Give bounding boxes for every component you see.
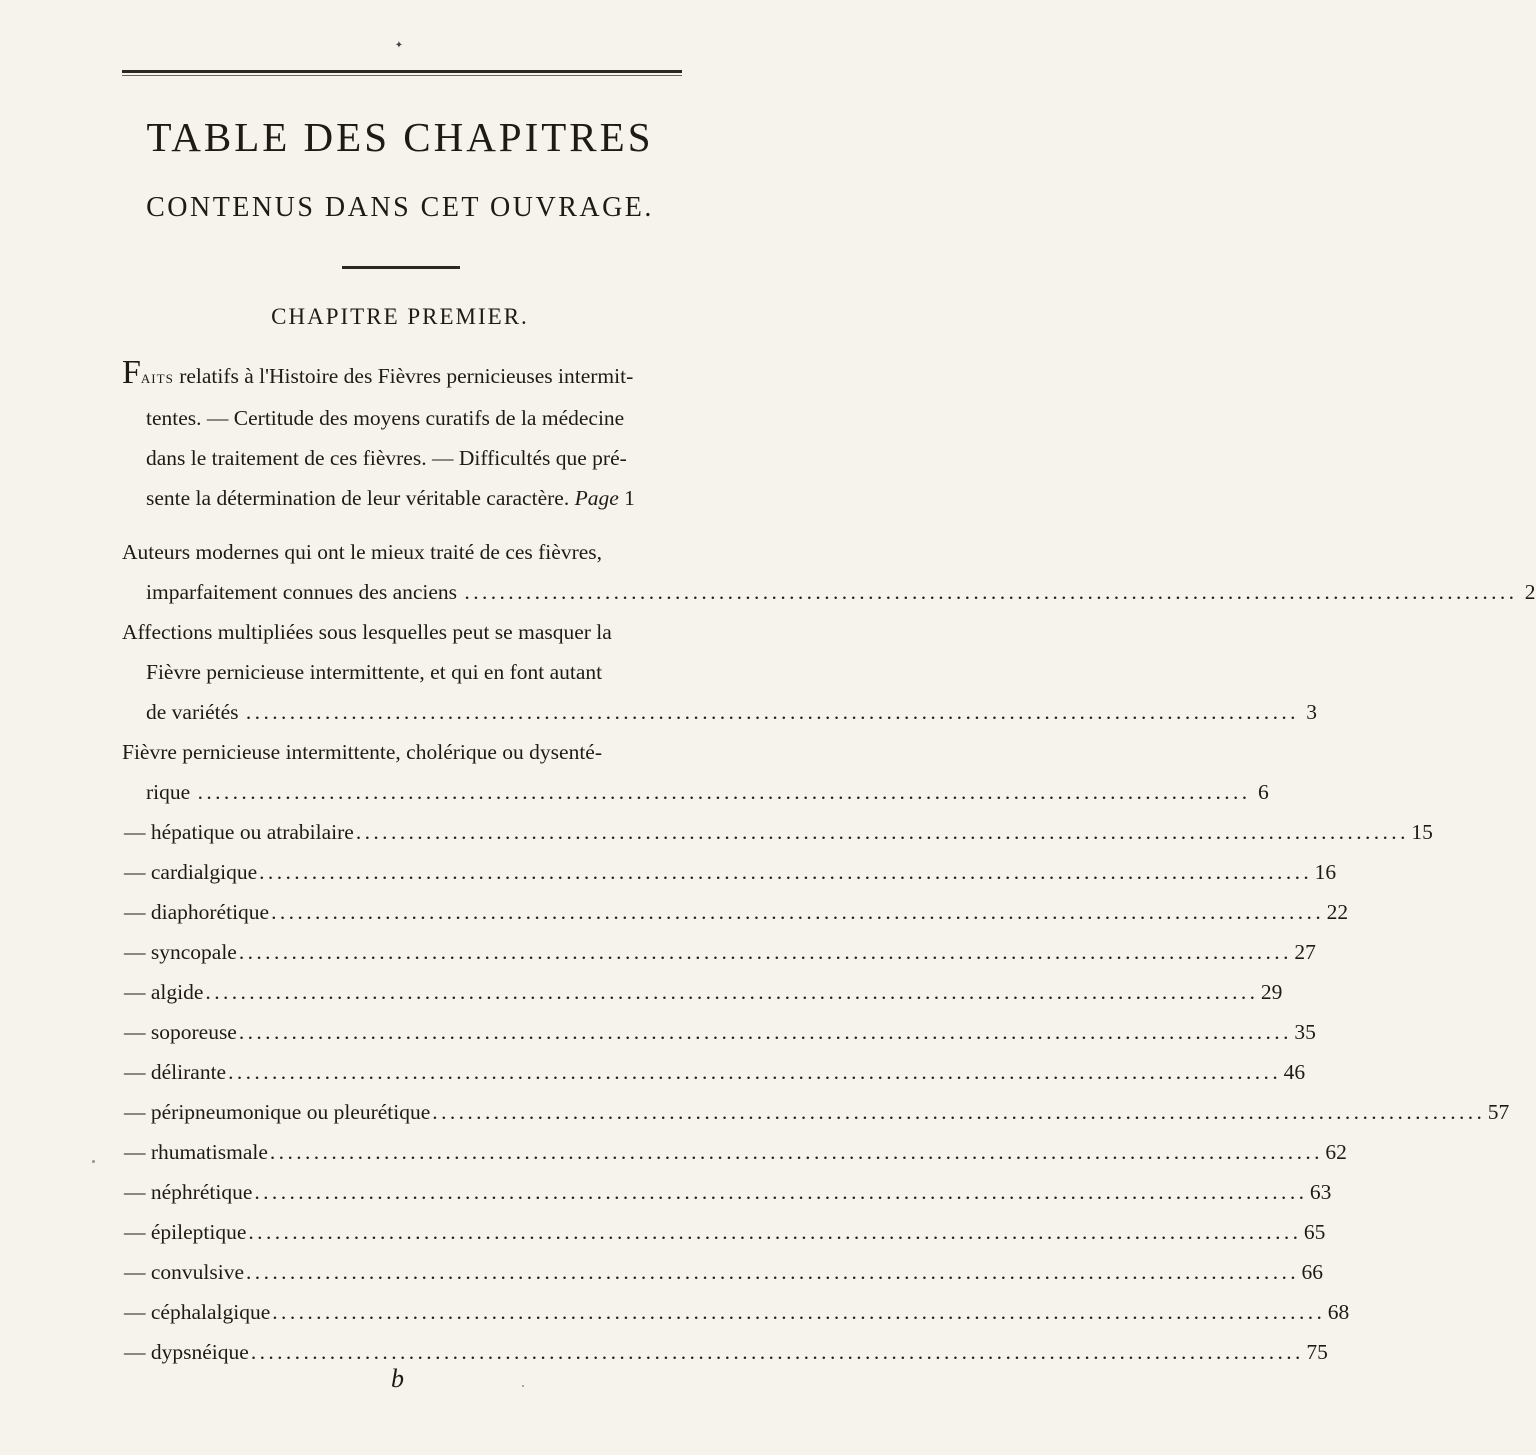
toc-entry [122,732,1269,812]
page-number: 16 [1314,860,1337,884]
page-number: 68 [1327,1300,1350,1324]
dropcap: F [122,354,141,391]
intro-line-4 [122,478,684,518]
leader-dots [464,580,1517,604]
chapter-heading: CHAPITRE PREMIER. [271,304,529,329]
entry-text: de variétés [146,700,239,724]
leader-dots [198,780,1251,804]
subentry-text: — hépatique ou atrabilaire [124,820,354,844]
page-number: 63 [1309,1180,1332,1204]
leader-dots [228,1052,1281,1092]
intro-line-2: tentes. — Certitude des moyens curatifs de la médecine [146,406,625,430]
signature-mark: b [391,1364,404,1393]
toc-subentry [122,1052,1306,1092]
leader-dots [205,972,1258,1012]
entry-text: rique [146,780,191,804]
subentry-text: — délirante [124,1060,227,1084]
intro-line-3: dans le traitement de ces fièvres. — Difficultés que pré- [146,446,627,470]
toc-subentry [122,1132,1347,1172]
page-number: 2 [1524,580,1536,604]
intro-page-number: 1 [624,486,635,510]
entry-text: imparfaitement connues des anciens [146,580,458,604]
toc-entry [122,532,1536,612]
intro-entry [122,356,684,518]
page-number: 35 [1294,1020,1316,1044]
paper-speck [92,1160,95,1163]
subentry-text: — cardialgique [124,860,258,884]
page-number: 22 [1326,900,1349,924]
subentry-text: — syncopale [124,940,237,964]
toc-subentry [122,812,1433,852]
page-number: 3 [1306,700,1318,724]
page-number: 66 [1301,1260,1324,1284]
leader-dots [239,1012,1292,1052]
page-subtitle: CONTENUS DANS CET OUVRAGE. [146,192,654,223]
page-number: 46 [1283,1060,1306,1084]
toc-entry [122,612,1318,732]
leader-dots [239,932,1292,972]
leader-dots [246,700,1299,724]
intro-text-1: relatifs à l'Histoire des Fièvres pernicieuses intermit- [173,364,634,388]
leader-dots [248,1212,1301,1252]
toc-subentry [122,1012,1316,1052]
toc-subentry [122,892,1349,932]
page-number: 27 [1294,940,1316,964]
toc-subentry [122,1212,1326,1252]
page-number: 15 [1411,820,1433,844]
entry-line: Affections multipliées sous lesquelles peut se masquer la [122,620,612,644]
subentry-text: — convulsive [124,1260,245,1284]
intro-line-1 [122,356,684,398]
top-rule-thin [122,75,682,76]
subentry-text: — dypsnéique [124,1340,249,1364]
leader-dots [251,1332,1304,1372]
subentry-text: — céphalalgique [124,1300,271,1324]
subentry-text: — néphrétique [124,1180,253,1204]
entry-line-last [122,692,1318,732]
toc-subentry [122,1092,1510,1132]
subentry-text: — diaphorétique [124,900,270,924]
subentry-text: — péripneumonique ou pleurétique [124,1100,431,1124]
toc-subentry [122,972,1283,1012]
entry-line-last [122,572,1536,612]
leader-dots [432,1092,1485,1132]
entry-line: Fièvre pernicieuse intermittente, et qui en font autant [146,660,603,684]
intro-smallcaps: aits [140,367,174,388]
intro-text-4: sente la détermination de leur véritable caractère. [146,486,570,510]
subentry-text: — algide [124,980,204,1004]
page-number: 75 [1306,1340,1328,1364]
entry-line: Fièvre pernicieuse intermittente, cholérique ou dysenté- [122,740,602,764]
toc-subentry [122,852,1337,892]
subentry-text: — épileptique [124,1220,247,1244]
paper-speck [522,1385,524,1387]
toc-entries [122,532,1536,1372]
top-rule [122,70,682,73]
toc-subentry [122,1252,1324,1292]
page-number: 62 [1325,1140,1347,1164]
page-word: Page [574,486,619,510]
page-title: TABLE DES CHAPITRES [146,114,654,160]
leader-dots [272,1292,1325,1332]
leader-dots [270,1132,1323,1172]
toc-subentry [122,1172,1332,1212]
entry-line: Auteurs modernes qui ont le mieux traité de ces fièvres, [122,540,603,564]
toc-subentry [122,932,1316,972]
page-number: 6 [1257,780,1269,804]
section-divider [342,266,460,269]
leader-dots [259,852,1312,892]
toc-subentry [122,1292,1350,1332]
leader-dots [246,1252,1299,1292]
ornament-mark: ✦ [394,40,404,51]
entry-line-last [122,772,1269,812]
page-number: 65 [1303,1220,1326,1244]
subentry-text: — rhumatismale [124,1140,268,1164]
subentry-text: — soporeuse [124,1020,237,1044]
leader-dots [271,892,1324,932]
page-number: 29 [1260,980,1283,1004]
page-number: 57 [1487,1100,1510,1124]
leader-dots [254,1172,1307,1212]
leader-dots [356,812,1409,852]
